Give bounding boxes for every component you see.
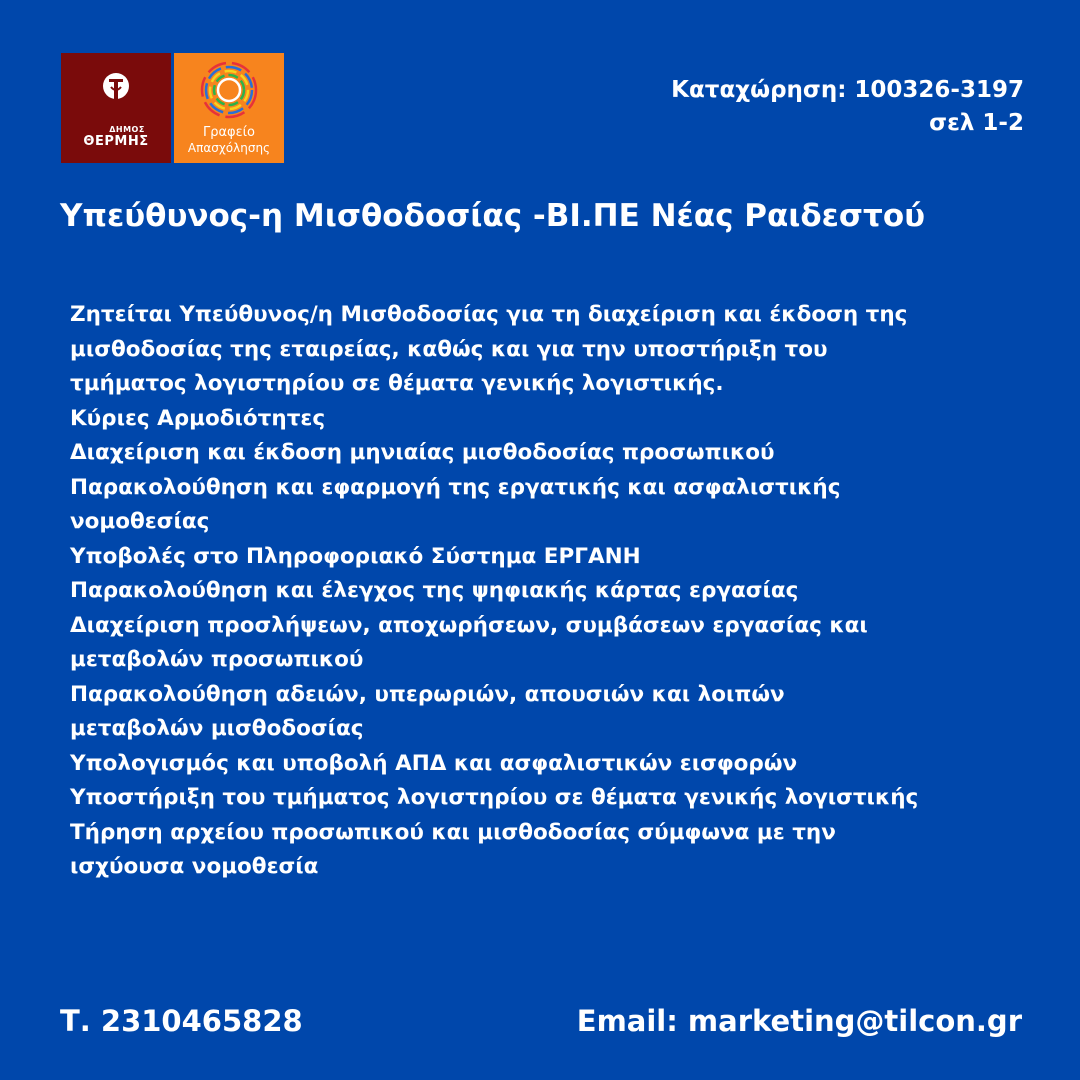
duty-line: Διαχείριση και έκδοση μηνιαίας μισθοδοσίας προσωπικού	[70, 440, 775, 465]
duty-line: νομοθεσίας	[70, 509, 210, 534]
page-indicator: σελ 1-2	[929, 110, 1024, 136]
duty-line: Παρακολούθηση και έλεγχος της ψηφιακής κάρτας εργασίας	[70, 578, 799, 603]
duty-line: Παρακολούθηση αδειών, υπερωριών, απουσιών και λοιπών	[70, 681, 785, 707]
colorful-rings-icon	[198, 59, 260, 121]
description-line: Ζητείται Υπεύθυνος/η Μισθοδοσίας για τη διαχείριση και έκδοση της	[70, 302, 908, 327]
duty-line: Τήρηση αρχείου προσωπικού και μισθοδοσίας σύμφωνα με την	[70, 819, 836, 845]
duty-line: Υπολογισμός και υποβολή ΑΠΔ και ασφαλιστικών εισφορών	[70, 750, 798, 776]
job-description	[70, 298, 1030, 885]
registration-number: Καταχώρηση: 100326-3197	[671, 77, 1024, 103]
email-address: Email: marketing@tilcon.gr	[576, 1004, 1022, 1038]
dimos-emblem-icon	[101, 71, 131, 121]
description-line: μισθοδοσίας της εταιρείας, καθώς και για την υποστήριξη του	[70, 336, 828, 362]
description-line: τμήματος λογιστηρίου σε θέματα γενικής λογιστικής.	[70, 371, 724, 396]
job-title: Υπεύθυνος-η Μισθοδοσίας -ΒΙ.ΠΕ Νέας Ραιδεστού	[60, 198, 926, 234]
dimos-big-label: ΘΕΡΜΗΣ	[83, 134, 149, 149]
grafeio-label: Γραφείο	[202, 125, 256, 140]
section-heading: Κύριες Αρμοδιότητες	[70, 405, 326, 431]
duty-line: μεταβολών προσωπικού	[70, 647, 364, 672]
duty-line: Διαχείριση προσλήψεων, αποχωρήσεων, συμβάσεων εργασίας και	[70, 612, 868, 638]
phone-number: Τ. 2310465828	[60, 1004, 303, 1038]
duty-line: ισχύουσα νομοθεσία	[70, 854, 319, 879]
dimos-thermis-logo	[61, 53, 171, 163]
apasxolisis-label: Απασχόλησης	[187, 141, 271, 155]
duty-line: Υποστήριξη του τμήματος λογιστηρίου σε θέματα γενικής λογιστικής	[70, 785, 919, 810]
duty-line: μεταβολών μισθοδοσίας	[70, 716, 364, 741]
dimos-small-label: ΔΗΜΟΣ	[109, 125, 145, 134]
grafeio-apasxolisis-logo	[174, 53, 284, 163]
reference-block	[671, 74, 1024, 140]
duty-line: Υποβολές στο Πληροφοριακό Σύστημα ΕΡΓΑΝΗ	[70, 543, 641, 569]
duty-line: Παρακολούθηση και εφαρμογή της εργατικής και ασφαλιστικής	[70, 474, 841, 500]
